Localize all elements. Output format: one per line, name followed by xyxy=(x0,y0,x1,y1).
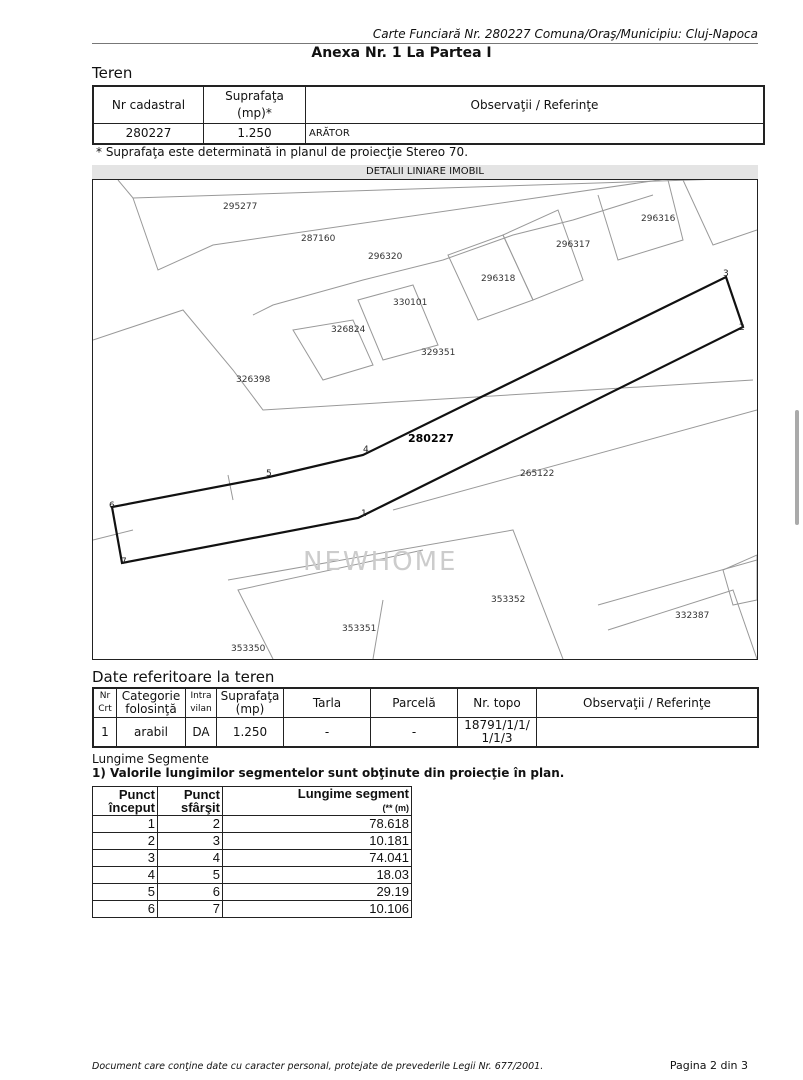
cell xyxy=(537,718,759,748)
point-label: 5 xyxy=(266,469,272,479)
header-cell: Nr. topo xyxy=(458,688,537,718)
header-cell: Observaţii / Referinţe xyxy=(306,86,765,124)
neighbor-label: 326398 xyxy=(236,375,271,385)
point-label: 4 xyxy=(363,445,369,455)
cell: 7 xyxy=(158,901,223,918)
neighbor-label: 353350 xyxy=(231,644,266,654)
cell: 6 xyxy=(93,901,158,918)
page-number: Pagina 2 din 3 xyxy=(669,1059,748,1072)
header-cell xyxy=(223,787,412,816)
carte-funciara-header: Carte Funciară Nr. 280227 Comuna/Oraş/Municipiu: Cluj-Napoca xyxy=(372,27,758,41)
cell: 10.106 xyxy=(223,901,412,918)
cell: 1 xyxy=(93,718,117,748)
segmente-title: Lungime Segmente xyxy=(92,752,209,766)
cell: 29.19 xyxy=(223,884,412,901)
neighbor-label: 332387 xyxy=(675,611,710,621)
cell: 18.03 xyxy=(223,867,412,884)
watermark-logo: NEWHOME xyxy=(303,547,458,577)
parcel-number: 280227 xyxy=(408,432,454,445)
neighbor-label: 265122 xyxy=(520,469,555,479)
header-cell: Tarla xyxy=(284,688,371,718)
cell: 2 xyxy=(158,816,223,833)
header-cell: Observaţii / Referinţe xyxy=(537,688,759,718)
segment-row xyxy=(93,816,412,833)
cell: DA xyxy=(186,718,217,748)
cell: 2 xyxy=(93,833,158,850)
segmente-note: 1) Valorile lungimilor segmentelor sunt obţinute din proiecţie în plan. xyxy=(92,766,565,780)
map-title: DETALII LINIARE IMOBIL xyxy=(92,165,758,179)
header-cell: Parcelă xyxy=(371,688,458,718)
header-cell: Intra vilan xyxy=(186,688,217,718)
neighbor-label: 353351 xyxy=(342,624,377,634)
footer-disclaimer: Document care conţine date cu caracter personal, protejate de prevederile Legii Nr. 677/2001. xyxy=(92,1061,544,1072)
cell: 1 xyxy=(93,816,158,833)
cell: 5 xyxy=(158,867,223,884)
cell-nr-cadastral: 280227 xyxy=(93,124,204,145)
scrollbar[interactable] xyxy=(795,410,799,525)
cell: - xyxy=(371,718,458,748)
segmente-table xyxy=(92,786,412,918)
cell-nr-topo: 18791/1/1/1/1/3 xyxy=(458,718,537,748)
header-cell: Nr Crt xyxy=(93,688,117,718)
point-label: 2 xyxy=(739,323,745,333)
cell: 3 xyxy=(158,833,223,850)
cell: 1.250 xyxy=(217,718,284,748)
header-cell: Suprafaţa (mp)* xyxy=(204,86,306,124)
cell: - xyxy=(284,718,371,748)
point-label: 6 xyxy=(109,501,115,511)
cell: 3 xyxy=(93,850,158,867)
cell: 4 xyxy=(93,867,158,884)
teren-section xyxy=(92,64,765,660)
teren-note: * Suprafaţa este determinată in planul de proiecţie Stereo 70. xyxy=(96,145,469,159)
neighbor-label: 296316 xyxy=(641,214,676,224)
header-cell: Punct început xyxy=(93,787,158,816)
neighbor-label: 329351 xyxy=(421,348,456,358)
segment-row xyxy=(93,850,412,867)
teren-table xyxy=(92,85,765,145)
header-unit: (** (m) xyxy=(382,803,409,813)
point-label: 3 xyxy=(723,269,729,279)
neighbor-label: 287160 xyxy=(301,234,336,244)
neighbor-label: 330101 xyxy=(393,298,428,308)
header-cell: Suprafaţa (mp) xyxy=(217,688,284,718)
cell-observatii: ARĂTOR xyxy=(306,124,765,145)
segment-row xyxy=(93,901,412,918)
segment-row xyxy=(93,867,412,884)
neighbor-label: 296320 xyxy=(368,252,403,262)
segment-row xyxy=(93,884,412,901)
cell-suprafata: 1.250 xyxy=(204,124,306,145)
header-cell: Nr cadastral xyxy=(93,86,204,124)
teren-title: Teren xyxy=(92,64,133,82)
neighbor-label: 353352 xyxy=(491,595,526,605)
cell: 78.618 xyxy=(223,816,412,833)
neighbor-label: 296318 xyxy=(481,274,516,284)
cadastral-map xyxy=(92,179,758,660)
point-label: 1 xyxy=(361,509,367,519)
cell: 74.041 xyxy=(223,850,412,867)
cell: 5 xyxy=(93,884,158,901)
cell: 10.181 xyxy=(223,833,412,850)
segment-row xyxy=(93,833,412,850)
cell: 4 xyxy=(158,850,223,867)
neighbor-label: 296317 xyxy=(556,240,591,250)
date-teren-section xyxy=(92,668,765,918)
cell: 6 xyxy=(158,884,223,901)
annex-title: Anexa Nr. 1 La Partea I xyxy=(311,45,492,61)
cell: arabil xyxy=(117,718,186,748)
date-teren-table xyxy=(92,687,759,748)
map-drawing xyxy=(93,180,757,659)
header-text: Lungime segment xyxy=(297,786,409,801)
header-cell: Categorie folosinţă xyxy=(117,688,186,718)
neighbor-label: 295277 xyxy=(223,202,258,212)
header-cell: Punct sfârşit xyxy=(158,787,223,816)
neighbor-label: 326824 xyxy=(331,325,366,335)
date-teren-title: Date referitoare la teren xyxy=(92,668,275,686)
point-label: 7 xyxy=(121,557,127,567)
